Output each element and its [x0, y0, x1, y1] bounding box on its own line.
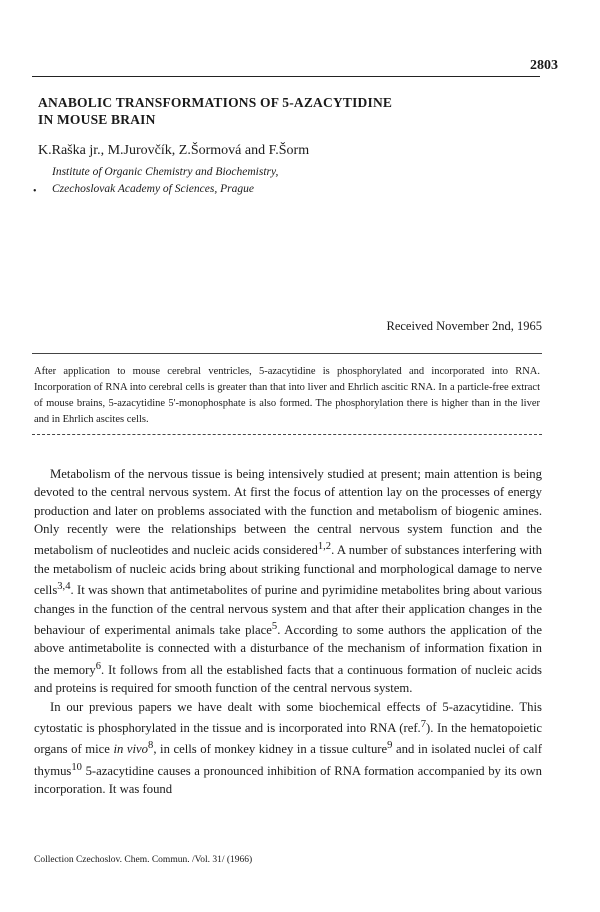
article-title	[38, 94, 518, 128]
citation: 3,4	[57, 581, 71, 593]
received-date: Received November 2nd, 1965	[386, 319, 542, 333]
affiliation-line-2: Czechoslovak Academy of Sciences, Prague	[52, 183, 254, 195]
authors: K.Raška jr., M.Jurovčík, Z.Šormová and F.Šorm	[38, 143, 310, 158]
p2-text-c: , in cells of monkey kidney in a tissue culture	[153, 742, 388, 757]
p1-text-b: . A number of substances interfering with the metabolism of nucleic acids bring about striking functional and morphological damage to nerve cells	[34, 543, 543, 598]
paragraph-1	[34, 465, 542, 698]
citation: 8	[148, 740, 154, 752]
abstract-top-rule	[32, 353, 542, 354]
citation: 5	[271, 620, 278, 632]
affiliation-line-1: Institute of Organic Chemistry and Biochemistry,	[52, 166, 279, 178]
journal-footer: Collection Czechoslov. Chem. Commun. /Vol. 31/ (1966)	[34, 855, 253, 865]
in-vivo-term: in vivo	[113, 742, 149, 757]
title-line-1: ANABOLIC TRANSFORMATIONS OF 5-AZACYTIDINE	[38, 95, 393, 110]
body-text	[34, 465, 542, 799]
abstract-bottom-rule	[32, 434, 542, 435]
citation: 6	[95, 660, 102, 672]
margin-dot: •	[33, 186, 37, 197]
page-number: 2803	[530, 58, 558, 73]
paragraph-2	[34, 698, 542, 799]
citation: 9	[387, 740, 393, 752]
top-rule	[32, 76, 540, 77]
p1-text-d: . According to some authors the application of the above antimetabolite is connected with a disturbance of the mechanism of information fixation in the memory	[34, 623, 542, 677]
p1-text-a: Metabolism of the nervous tissue is being intensively studied at present; main attention is being devoted to the central nervous system. At first the focus of attention lay on the processes of energy production and later on problems associated with the function and metabolism of biogenic amines. Only recently were the relationships between the central nervous system function and the metabolism of nucleotides and nucleic acids considered	[34, 467, 542, 558]
p1-text-c: . It was shown that antimetabolites of purine and pyrimidine metabolites bring about various changes in the function of the central nervous system and that after their application changes in the behaviour of experimental animals take place	[34, 583, 542, 638]
citation: 10	[71, 761, 82, 773]
abstract: After application to mouse cerebral ventricles, 5-azacytidine is phosphorylated and incorporated into RNA. Incorporation of RNA into cerebral cells is greater than that into liver and Ehrlich ascitic RNA. In a particle-free extract of mouse brains, 5-azacytidine 5'-monophosphate is also formed. The phosphorylation there is higher than in the liver and in Ehrlich ascites cells.	[34, 366, 540, 425]
p2-text-e: 5-azacytidine causes a pronounced inhibition of RNA formation accompanied by its own incorporation. It was found	[34, 764, 542, 797]
p1-text-e: . It follows from all the established facts that a continuous formation of nucleic acids and proteins is required for smooth function of the central nervous system.	[34, 662, 542, 696]
p2-text-d: and in isolated nuclei of calf thymus	[34, 742, 542, 779]
citation: 7	[420, 718, 427, 730]
citation: 1,2	[317, 541, 332, 553]
title-line-2: IN MOUSE BRAIN	[38, 112, 156, 127]
p2-text-b: ). In the hematopoietic organs of mice	[34, 721, 542, 757]
p2-text-a: In our previous papers we have dealt with some biochemical effects of 5-azacytidine. This cytostatic is phosphorylated in the tissue and is incorporated into RNA (ref.	[34, 699, 542, 736]
